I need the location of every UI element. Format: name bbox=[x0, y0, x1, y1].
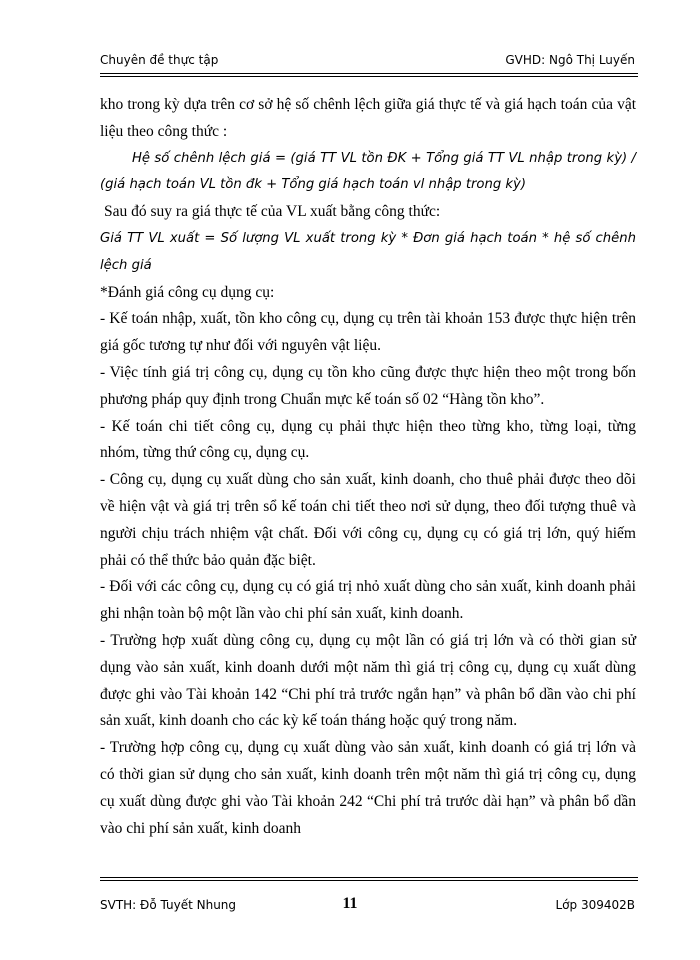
bullet-item: - Kế toán chi tiết công cụ, dụng cụ phải thực hiện theo từng kho, từng loại, từng nhóm, từng thứ công cụ, dụng cụ. bbox=[100, 417, 636, 462]
footer-rule-double bbox=[100, 880, 638, 881]
bullet-item: - Trường hợp công cụ, dụng cụ xuất dùng vào sản xuất, kinh doanh có giá trị lớn và có thời gian sử dụng cho sản xuất, kinh doanh trên một năm thì giá trị công cụ, dụng cụ xuất dùng được ghi vào Tài khoản 242 “Chi phí trả trước dài hạn” và phân bổ dần vào chi phí sản xuất, kinh doanh bbox=[100, 739, 636, 837]
bullet-item: - Công cụ, dụng cụ xuất dùng cho sản xuất, kinh doanh, cho thuê phải được theo dõi về hiện vật và giá trị trên sổ kế toán chi tiết theo nơi sử dụng, theo đối tượng thuê và người chịu trách nhiệm vật chất. Đối với công cụ, dụng cụ có giá trị lớn, quý hiếm phải có thể thức bảo quản đặc biệt. bbox=[100, 471, 636, 569]
header-rule-double bbox=[100, 76, 638, 77]
footer-left: SVTH: Đỗ Tuyết Nhung bbox=[100, 898, 237, 912]
bullet-item: - Trường hợp xuất dùng công cụ, dụng cụ một lần có giá trị lớn và có thời gian sử dụng vào sản xuất, kinh doanh dưới một năm thì giá trị công cụ, dụng cụ xuất dùng được ghi vào Tài khoản 142 “Chi phí trả trước ngắn hạn” và phân bổ dần vào chi phí sản xuất, kinh doanh cho các kỳ kế toán tháng hoặc quý trong năm. bbox=[100, 631, 636, 730]
subheading-tools-valuation: *Đánh giá công cụ dụng cụ: bbox=[100, 283, 275, 301]
formula-actual-price: Giá TT VL xuất = Số lượng VL xuất trong kỳ * Đơn giá hạch toán * hệ số chênh lệch giá bbox=[100, 230, 636, 273]
paragraph-intro: kho trong kỳ dựa trên cơ sở hệ số chênh lệch giữa giá thực tế và giá hạch toán của vật liệu theo công thức : bbox=[100, 96, 636, 140]
header-left: Chuyên đề thực tập bbox=[100, 53, 219, 67]
document-body bbox=[100, 92, 636, 842]
footer-right: Lớp 309402B bbox=[555, 898, 635, 912]
bullet-item: - Kế toán nhập, xuất, tồn kho công cụ, dụng cụ trên tài khoản 153 được thực hiện trên giá gốc tương tự như đối với nguyên vật liệu. bbox=[100, 310, 636, 355]
header-right: GVHD: Ngô Thị Luyến bbox=[505, 53, 635, 67]
footer-rule bbox=[100, 877, 638, 878]
page-number: 11 bbox=[342, 895, 358, 912]
paragraph-then: Sau đó suy ra giá thực tế của VL xuất bằng công thức: bbox=[104, 203, 441, 221]
bullet-item: - Đối với các công cụ, dụng cụ có giá trị nhỏ xuất dùng cho sản xuất, kinh doanh phải ghi nhận toàn bộ một lần vào chi phí sản xuất, kinh doanh. bbox=[100, 578, 636, 623]
header-rule bbox=[100, 73, 638, 74]
formula-price-difference: Hệ số chênh lệch giá = (giá TT VL tồn ĐK + Tổng giá TT VL nhập trong kỳ) / (giá hạch toán VL tồn đk + Tổng giá hạch toán vl nhập trong kỳ) bbox=[100, 150, 636, 193]
bullet-item: - Việc tính giá trị công cụ, dụng cụ tồn kho cũng được thực hiện theo một trong bốn phương pháp quy định trong Chuẩn mực kế toán số 02 “Hàng tồn kho”. bbox=[100, 363, 636, 408]
